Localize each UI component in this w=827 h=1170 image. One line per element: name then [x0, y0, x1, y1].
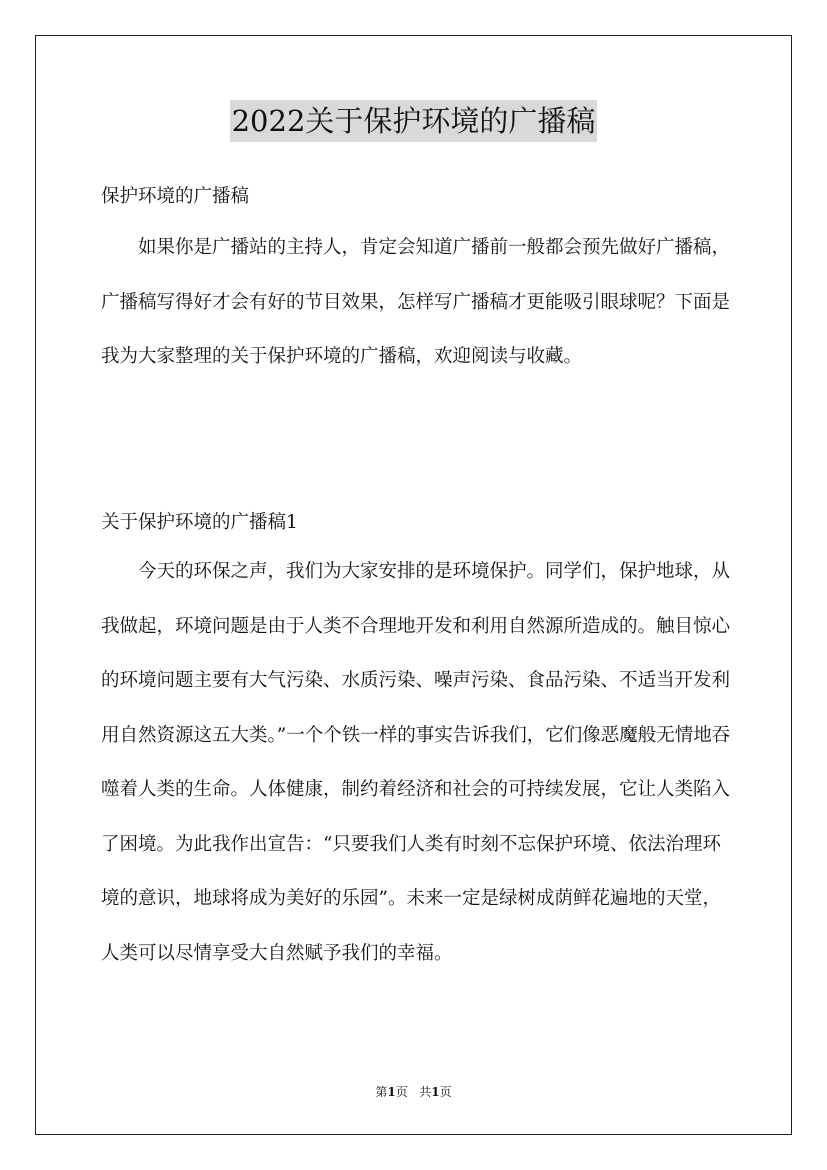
footer-total-suffix: 页 [439, 1085, 452, 1099]
title-container [0, 100, 827, 142]
footer-page-suffix: 页 [395, 1085, 408, 1099]
intro-paragraph: 如果你是广播站的主持人，肯定会知道广播前一般都会预先做好广播稿，广播稿写得好才会有好的节目效果，怎样写广播稿才更能吸引眼球呢？下面是我为大家整理的关于保护环境的广播稿，欢迎阅读与收藏。 [101, 237, 731, 367]
document-title: 2022关于保护环境的广播稿 [230, 100, 598, 142]
page-footer [0, 1083, 827, 1100]
footer-page-number: 1 [387, 1085, 396, 1099]
section-paragraph: 今天的环保之声，我们为大家安排的是环境保护。同学们，保护地球，从我做起，环境问题是由于人类不合理地开发和利用自然源所造成的。触目惊心的环境问题主要有大气污染、水质污染、噪声污染、食品污染、不适当开发利用自然资源这五大类。”一个个铁一样的事实告诉我们，它们像恶魔般无情地吞噬着人类的生命。人体健康，制约着经济和社会的可持续发展，它让人类陷入了困境。为此我作出宣告：“只要我们人类有时刻不忘保护环境、依法治理环境的意识，地球将成为美好的乐园”。未来一定是绿树成荫鲜花遍地的天堂，人类可以尽情享受大自然赋予我们的幸福。 [101, 561, 731, 964]
footer-total-pages: 1 [431, 1085, 440, 1099]
footer-page-prefix: 第 [375, 1085, 388, 1099]
section-heading: 关于保护环境的广播稿1 [101, 512, 298, 533]
footer-total-prefix: 共 [419, 1085, 432, 1099]
intro-heading: 保护环境的广播稿 [101, 186, 250, 207]
